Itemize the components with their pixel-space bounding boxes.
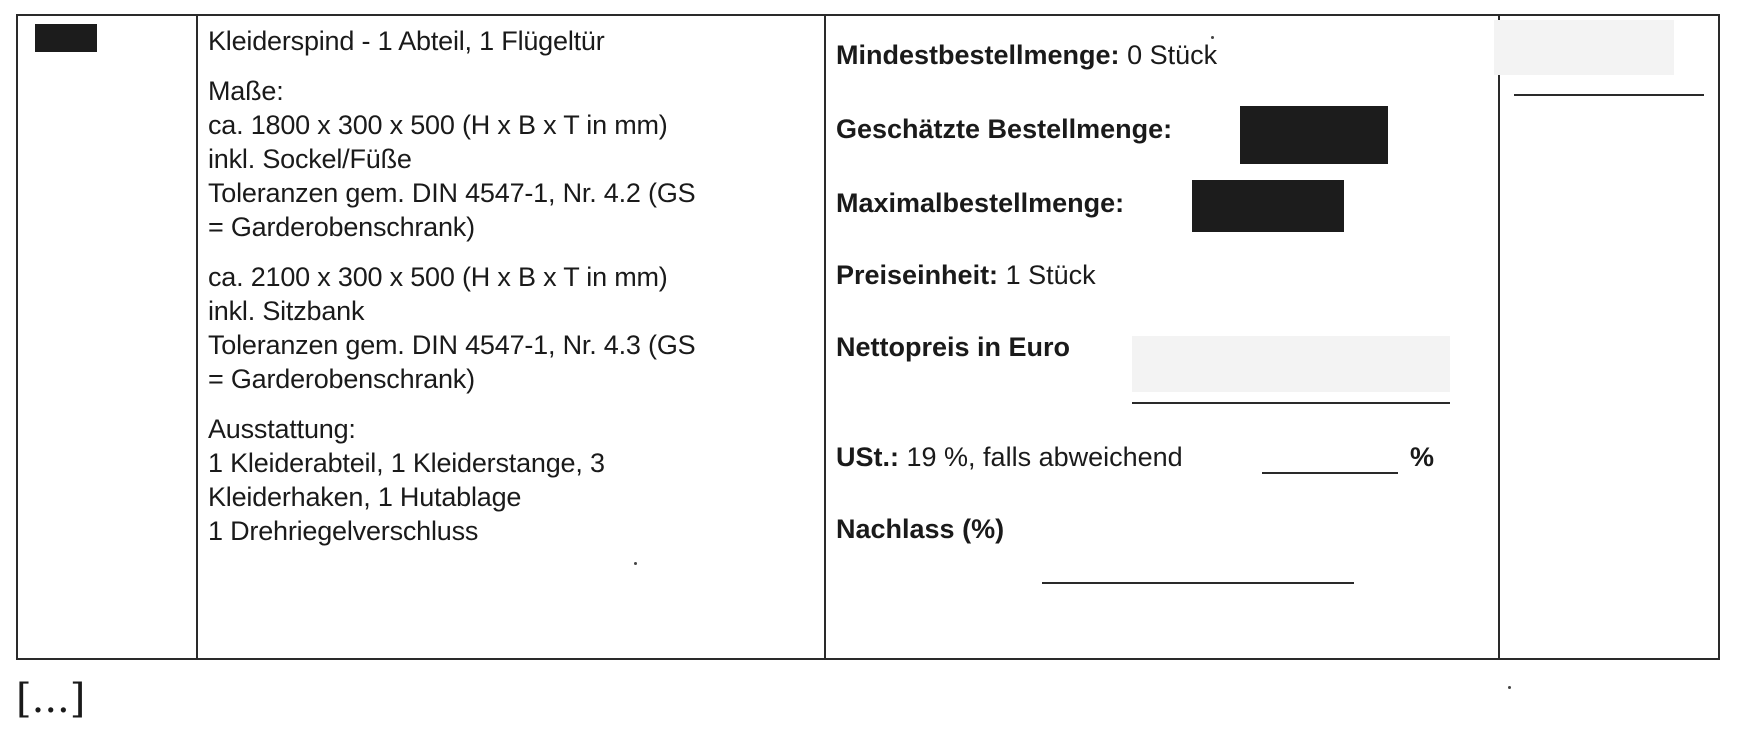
masse-label: Maße: <box>208 76 284 106</box>
min-order-label: Mindestbestellmenge: <box>836 40 1120 70</box>
right-cell-field <box>1494 20 1674 75</box>
ausstattung-label: Ausstattung: <box>208 414 356 444</box>
description-cell <box>208 24 813 548</box>
price-unit-label: Preiseinheit: <box>836 260 999 290</box>
ausstattung-line-3: 1 Drehriegelverschluss <box>208 516 479 546</box>
incl-variant-2: inkl. Sitzbank <box>208 296 365 326</box>
net-price-label: Nettopreis in Euro <box>836 332 1071 362</box>
vat-row <box>836 442 1183 473</box>
column-divider <box>824 16 826 658</box>
ausstattung-line-1: 1 Kleiderabteil, 1 Kleiderstange, 3 <box>208 448 605 478</box>
net-price-row <box>836 332 1070 363</box>
redacted-max-quantity <box>1192 180 1344 232</box>
discount-underline <box>1042 582 1354 584</box>
tolerance-variant-2-line-2: = Garderobenschrank) <box>208 364 475 394</box>
dims-variant-2: ca. 2100 x 300 x 500 (H x B x T in mm) <box>208 262 668 292</box>
estimated-order-label: Geschätzte Bestellmenge: <box>836 114 1173 144</box>
right-cell-underline <box>1514 94 1704 96</box>
max-order-label: Maximalbestellmenge: <box>836 188 1125 218</box>
scan-speck <box>634 562 637 565</box>
redacted-estimated-quantity <box>1240 106 1388 164</box>
discount-row <box>836 514 1004 545</box>
column-divider <box>196 16 198 658</box>
omission-marker: [...] <box>16 676 86 722</box>
dims-variant-1: ca. 1800 x 300 x 500 (H x B x T in mm) <box>208 110 668 140</box>
item-title: Kleiderspind - 1 Abteil, 1 Flügeltür <box>208 26 605 56</box>
discount-label: Nachlass (%) <box>836 514 1005 544</box>
scan-speck <box>1211 36 1214 39</box>
tolerance-variant-2-line-1: Toleranzen gem. DIN 4547-1, Nr. 4.3 (GS <box>208 330 696 360</box>
min-order-value: 0 Stück <box>1127 40 1218 70</box>
net-price-field <box>1132 336 1450 392</box>
price-unit-row <box>836 260 1096 291</box>
vat-label: USt.: <box>836 442 899 472</box>
price-unit-value: 1 Stück <box>1005 260 1096 290</box>
min-order-row <box>836 40 1217 71</box>
order-table <box>16 14 1720 660</box>
estimated-order-row <box>836 114 1172 145</box>
ausstattung-line-2: Kleiderhaken, 1 Hutablage <box>208 482 522 512</box>
redacted-position-number <box>35 24 97 52</box>
max-order-row <box>836 188 1124 219</box>
vat-deviation-underline <box>1262 472 1398 474</box>
net-price-underline <box>1132 402 1450 404</box>
vat-percent-sign: % <box>1410 442 1435 472</box>
column-divider <box>1498 16 1500 658</box>
vat-text: 19 %, falls abweichend <box>906 442 1183 472</box>
tolerance-variant-1-line-1: Toleranzen gem. DIN 4547-1, Nr. 4.2 (GS <box>208 178 696 208</box>
scan-speck <box>1508 686 1511 689</box>
incl-variant-1: inkl. Sockel/Füße <box>208 144 412 174</box>
order-cell <box>836 16 1486 658</box>
tolerance-variant-1-line-2: = Garderobenschrank) <box>208 212 475 242</box>
